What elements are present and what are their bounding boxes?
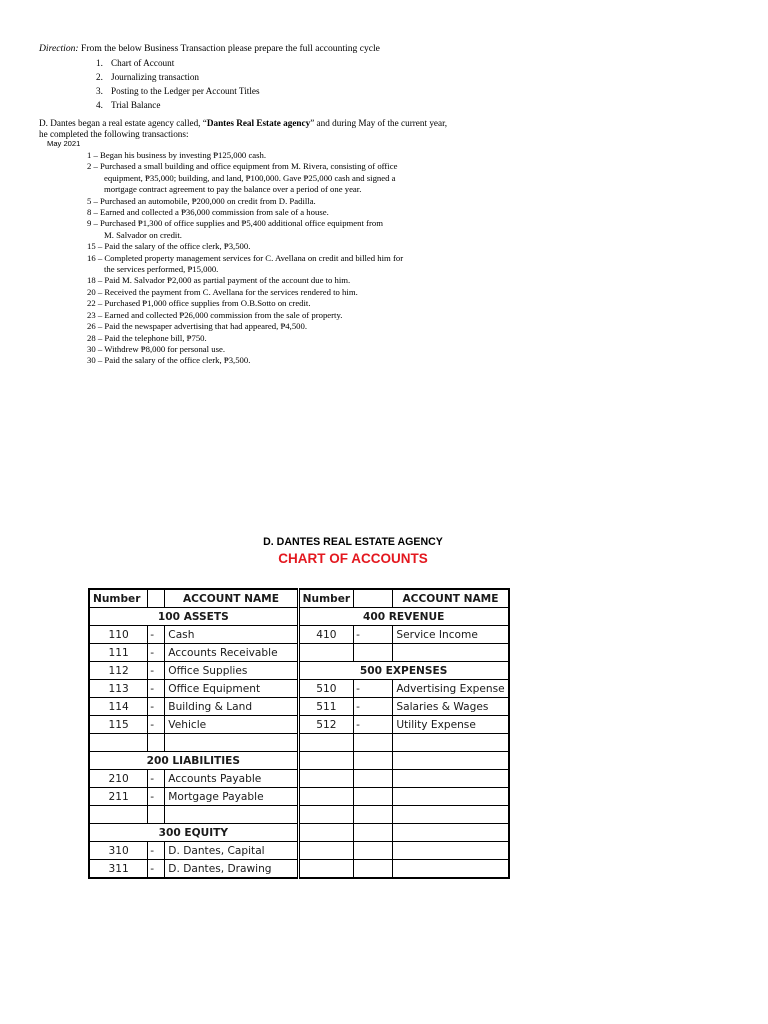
direction-label: Direction: [39,43,79,54]
account-name: Office Supplies [165,662,298,680]
task-number: 2. [96,72,103,82]
account-name: Cash [165,626,298,644]
transaction-text-continued: M. Salvador on credit. [104,229,182,240]
header-number: Number [89,589,148,608]
transaction-text: 2 – Purchased a small building and office equipment from M. Rivera, consisting of office [87,161,398,172]
account-dash: - [148,860,165,879]
account-number: 114 [89,698,148,716]
account-name [393,644,509,662]
task-number: 3. [96,86,103,96]
account-dash: - [354,698,393,716]
account-name: Salaries & Wages [393,698,509,716]
section-heading: 100 ASSETS [89,608,298,626]
section-heading: 300 EQUITY [89,824,298,842]
account-number: 115 [89,716,148,734]
account-dash [354,644,393,662]
agency-name: Dantes Real Estate agency [206,118,311,128]
account-number: 311 [89,860,148,879]
table-row [89,716,618,734]
account-number: 511 [298,698,353,716]
table-row [89,608,618,626]
table-row [89,770,618,788]
chart-of-accounts-table [88,588,619,879]
transaction-text: 5 – Purchased an automobile, ₱200,000 on credit from D. Padilla. [87,195,316,206]
transaction-item [87,355,403,366]
transaction-item [87,344,403,355]
task-item [96,98,260,112]
account-dash: - [354,626,393,644]
account-number [89,734,148,752]
table-row [89,752,618,770]
section-heading: 500 EXPENSES [298,662,508,680]
account-dash: - [148,788,165,806]
account-name: Service Income [393,626,509,644]
account-dash: - [148,770,165,788]
transaction-item [87,196,403,207]
account-name: Utility Expense [393,716,509,734]
table-row [89,626,618,644]
account-name: Accounts Receivable [165,644,298,662]
transaction-item [87,275,403,286]
transaction-item [87,253,403,276]
account-dash [148,734,165,752]
account-dash: - [148,698,165,716]
header-spacer [354,589,393,608]
month-label: May 2021 [47,139,81,148]
transaction-text: 23 – Earned and collected ₱26,000 commission from the sale of property. [87,309,343,320]
account-dash [354,788,393,806]
account-number [298,824,353,842]
transaction-item [87,150,403,161]
table-row [89,842,618,860]
table-row [89,806,618,824]
task-label: Journalizing transaction [111,72,200,82]
table-row [89,662,618,680]
task-item [96,84,260,98]
account-name: Accounts Payable [165,770,298,788]
account-name [165,734,298,752]
intro-line-2: he completed the following transactions: [39,129,189,139]
account-number [298,860,353,879]
account-number: 110 [89,626,148,644]
table-row [89,680,618,698]
account-name [393,788,509,806]
task-label: Chart of Account [111,58,175,68]
section-heading: 400 REVENUE [298,608,508,626]
transaction-text: 1 – Began his business by investing ₱125,000 cash. [87,150,267,160]
account-dash: - [148,716,165,734]
account-dash: - [354,680,393,698]
account-name: Advertising Expense [393,680,509,698]
account-name [393,752,509,770]
account-number: 210 [89,770,148,788]
transaction-item [87,218,403,241]
transaction-text: 20 – Received the payment from C. Avellana for the services rendered to him. [87,286,358,297]
account-name [393,824,509,842]
company-name: D. DANTES REAL ESTATE AGENCY [263,536,443,548]
account-dash: - [354,716,393,734]
account-number [298,842,353,860]
table-row [89,698,618,716]
account-dash [354,806,393,824]
intro-paragraph [39,118,447,140]
transaction-list [87,150,403,367]
account-dash [354,770,393,788]
account-number: 512 [298,716,353,734]
account-name: Building & Land [165,698,298,716]
transaction-item [87,321,403,332]
intro-text-before: D. Dantes began a real estate agency called, “ [39,118,207,128]
task-number: 4. [96,100,103,110]
transaction-item [87,287,403,298]
account-number [298,734,353,752]
account-dash [354,824,393,842]
transaction-text: 22 – Purchased ₱1,000 office supplies from O.B.Sotto on credit. [87,298,311,309]
transaction-text: 18 – Paid M. Salvador ₱2,000 as partial payment of the account due to him. [87,275,351,286]
account-number: 112 [89,662,148,680]
task-label: Posting to the Ledger per Account Titles [111,86,260,96]
transaction-text: 16 – Completed property management services for C. Avellana on credit and billed him for [87,252,404,263]
account-name [393,860,509,879]
transaction-text: 8 – Earned and collected a ₱36,000 commission from sale of a house. [87,207,329,218]
transaction-text: 9 – Purchased ₱1,300 of office supplies and ₱5,400 additional office equipment from [87,218,383,229]
task-list [96,56,260,112]
account-dash: - [148,626,165,644]
account-name: Mortgage Payable [165,788,298,806]
account-number [89,806,148,824]
account-name: Office Equipment [165,680,298,698]
account-dash [354,734,393,752]
table-row [89,824,618,842]
direction-text: From the below Business Transaction please prepare the full accounting cycle [78,43,380,54]
account-name: D. Dantes, Capital [165,842,298,860]
account-dash [354,752,393,770]
header-spacer [148,589,165,608]
account-name: D. Dantes, Drawing [165,860,298,879]
transaction-text: 26 – Paid the newspaper advertising that had appeared, ₱4,500. [87,321,308,332]
task-number: 1. [96,58,103,68]
intro-line-1 [39,118,447,129]
section-heading: 200 LIABILITIES [89,752,298,770]
account-number [298,770,353,788]
transaction-item [87,207,403,218]
account-number [298,806,353,824]
table-row [89,644,618,662]
header-account-name: ACCOUNT NAME [393,589,509,608]
transaction-text: 28 – Paid the telephone bill, ₱750. [87,332,207,343]
account-number: 310 [89,842,148,860]
account-dash: - [148,644,165,662]
header-account-name: ACCOUNT NAME [165,589,298,608]
account-number: 111 [89,644,148,662]
account-name [165,806,298,824]
account-number [298,644,353,662]
account-number [298,752,353,770]
account-dash: - [148,680,165,698]
table-row [89,788,618,806]
transaction-item [87,298,403,309]
account-dash [354,860,393,879]
table-header-row [89,589,618,608]
account-number: 211 [89,788,148,806]
transaction-text-continued: mortgage contract agreement to pay the balance over a period of one year. [104,184,362,195]
table-row [89,734,618,752]
transaction-text-continued: equipment, ₱35,000; building, and land, ₱100,000. Gave ₱25,000 cash and signed a [104,172,396,183]
account-name: Vehicle [165,716,298,734]
direction-line [39,42,380,55]
transaction-item [87,241,403,252]
account-dash [354,842,393,860]
account-number [298,788,353,806]
account-dash [148,806,165,824]
task-item [96,70,260,84]
transaction-text: 15 – Paid the salary of the office clerk, ₱3,500. [87,241,251,252]
account-name [393,734,509,752]
header-number: Number [298,589,353,608]
account-dash: - [148,842,165,860]
transaction-text: 30 – Paid the salary of the office clerk, ₱3,500. [87,355,251,366]
transaction-text-continued: the services performed, ₱15,000. [104,264,219,275]
account-number: 113 [89,680,148,698]
account-name [393,770,509,788]
intro-text-after: ” and during May of the current year, [310,118,448,128]
account-number: 510 [298,680,353,698]
transaction-item [87,161,403,195]
task-label: Trial Balance [111,100,161,110]
task-item [96,56,260,70]
transaction-item [87,310,403,321]
account-number: 410 [298,626,353,644]
transaction-text: 30 – Withdrew ₱8,000 for personal use. [87,343,225,354]
account-dash: - [148,662,165,680]
transaction-item [87,333,403,344]
account-name [393,842,509,860]
account-name [393,806,509,824]
chart-title: CHART OF ACCOUNTS [278,551,428,566]
table-row [89,860,618,879]
